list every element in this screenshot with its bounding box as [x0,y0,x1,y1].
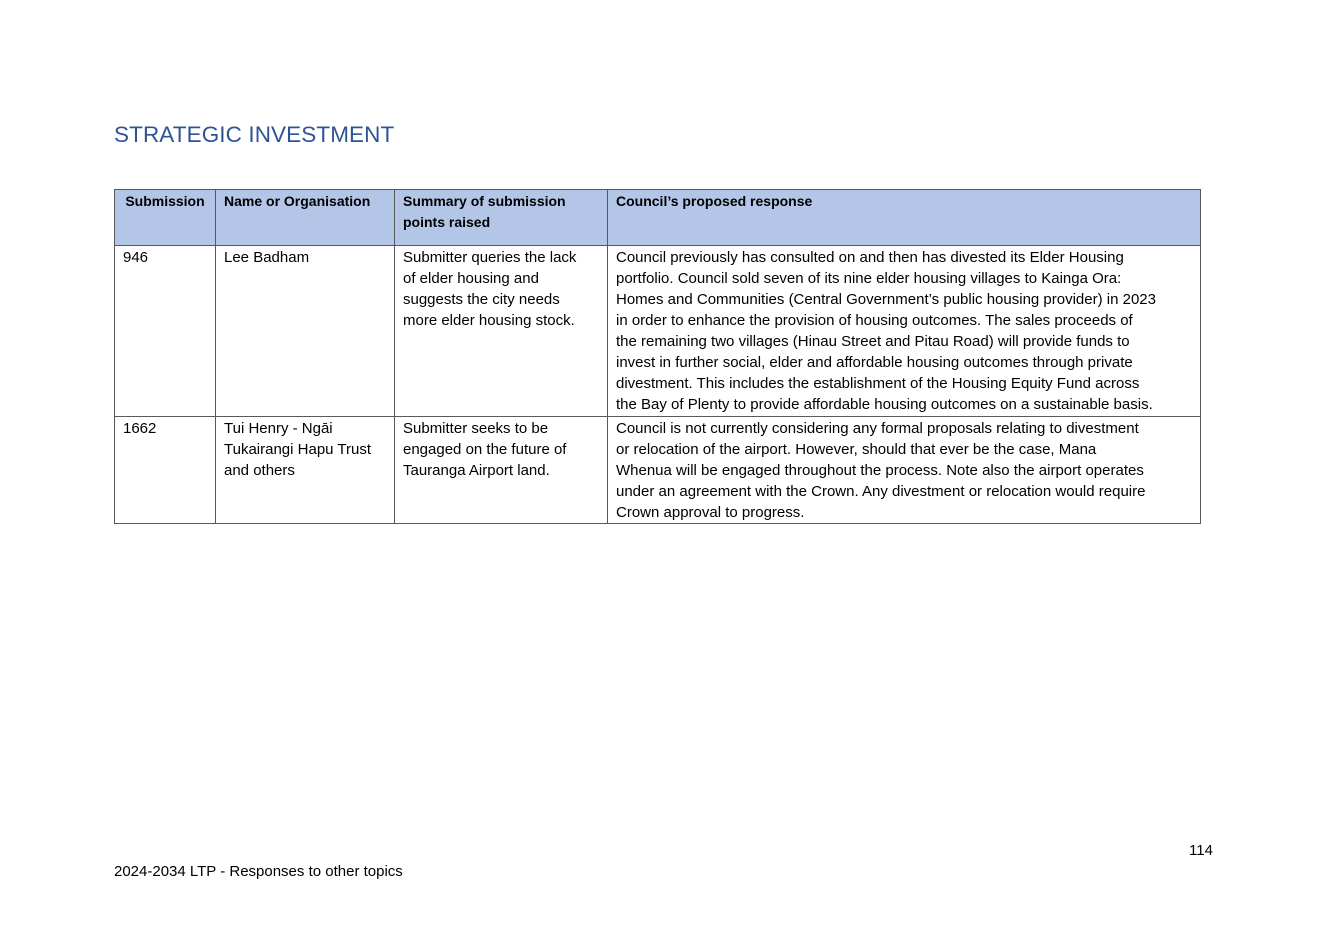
summary-line: suggests the city needs [403,291,560,308]
header-summary-line: Summary of submission [403,193,566,209]
cell-submission: 1662 [115,417,216,524]
name-line: and others [224,462,295,479]
response-line: Council previously has consulted on and then has divested its Elder Housing [616,249,1124,266]
header-submission: Submission [115,190,216,246]
name-line: Tukairangi Hapu Trust [224,441,372,458]
cell-response [608,417,1201,524]
cell-summary [395,246,608,417]
header-response: Council’s proposed response [608,190,1201,246]
summary-line: Submitter queries the lack [403,249,577,266]
response-line: Crown approval to progress. [616,504,805,521]
submissions-table [114,189,1201,524]
name-line: Lee Badham [224,249,310,266]
response-line: Homes and Communities (Central Government’s public housing provider) in 2023 [616,291,1156,308]
cell-summary [395,417,608,524]
header-name: Name or Organisation [216,190,395,246]
table-header-row [115,190,1201,246]
response-line: divestment. This includes the establishment of the Housing Equity Fund across [616,375,1140,392]
summary-line: of elder housing and [403,270,539,287]
response-line: or relocation of the airport. However, should that ever be the case, Mana [616,441,1097,458]
response-line: the remaining two villages (Hinau Street and Pitau Road) will provide funds to [616,333,1130,350]
cell-response [608,246,1201,417]
section-title: STRATEGIC INVESTMENT [114,122,395,147]
summary-line: more elder housing stock. [403,312,575,329]
response-line: the Bay of Plenty to provide affordable housing outcomes on a sustainable basis. [616,396,1153,413]
response-line: Whenua will be engaged throughout the process. Note also the airport operates [616,462,1144,479]
page-number: 114 [1189,842,1213,859]
summary-line: Tauranga Airport land. [403,462,550,479]
cell-submission: 946 [115,246,216,417]
response-line: under an agreement with the Crown. Any divestment or relocation would require [616,483,1146,500]
cell-name [216,417,395,524]
response-line: in order to enhance the provision of housing outcomes. The sales proceeds of [616,312,1133,329]
cell-name [216,246,395,417]
response-line: Council is not currently considering any formal proposals relating to divestment [616,420,1139,437]
summary-line: engaged on the future of [403,441,567,458]
response-line: portfolio. Council sold seven of its nine elder housing villages to Kainga Ora: [616,270,1122,287]
table-row [115,246,1201,417]
response-line: invest in further social, elder and affordable housing outcomes through private [616,354,1133,371]
table-row [115,417,1201,524]
page-footer: 2024-2034 LTP - Responses to other topics [114,863,403,880]
summary-line: Submitter seeks to be [403,420,549,437]
name-line: Tui Henry - Ngāi [224,420,333,437]
header-summary [395,190,608,246]
header-summary-line: points raised [403,214,491,230]
